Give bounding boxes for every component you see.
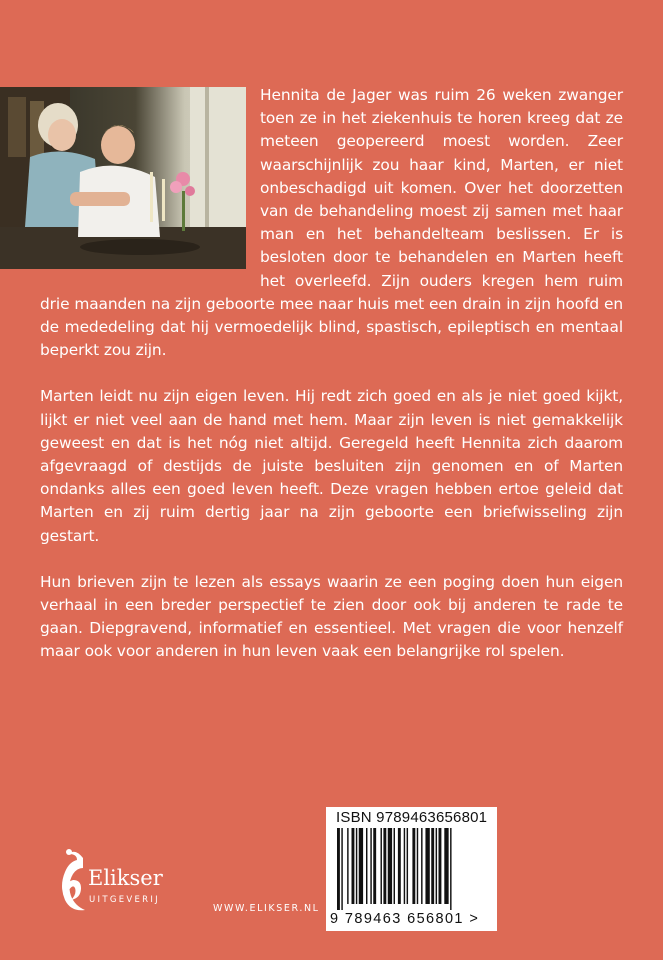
barcode-bar <box>412 828 415 904</box>
paragraph-1 <box>40 84 623 362</box>
barcode-bar <box>398 828 401 904</box>
barcode-bar <box>439 828 442 904</box>
barcode-bar <box>370 828 371 904</box>
barcode-bar <box>404 828 405 904</box>
barcode-bar <box>425 828 429 904</box>
publisher-logo <box>55 846 205 921</box>
barcode-bar <box>407 828 408 904</box>
barcode-digits: 9 789463 656801 > <box>330 911 480 927</box>
barcode-bar <box>356 828 357 904</box>
publisher-name: Elikser <box>88 866 163 890</box>
barcode-bars <box>335 828 490 910</box>
paragraph-2: Marten leidt nu zijn eigen leven. Hij redt zich goed en als je niet goed kijkt, lijkt er niet veel aan de hand met hem. Maar zijn leven is niet gemakkelijk geweest en dat is het nóg niet altijd. Geregeld heeft Hennita zich daarom afgevraagd of destijds de juiste besluiten zijn genomen en of Marten ondanks alles een goed leven heeft. Deze vragen hebben ertoe geleid dat Marten en zij ruim dertig jaar na zijn geboorte een briefwisseling zijn gestart. <box>40 387 623 545</box>
back-cover-text <box>40 84 623 687</box>
barcode-bar <box>373 828 376 904</box>
barcode-bar <box>450 828 451 910</box>
barcode-bar <box>388 828 392 904</box>
barcode-bar <box>394 828 395 904</box>
publisher-website: WWW.ELIKSER.NL <box>213 903 320 914</box>
barcode-bar <box>359 828 363 904</box>
barcode-bar <box>347 828 348 904</box>
barcode-bar <box>383 828 386 904</box>
barcode-bar <box>366 828 367 904</box>
barcode-bar <box>444 828 448 904</box>
isbn-barcode <box>326 807 497 931</box>
photo-spacer <box>40 84 260 292</box>
barcode-bar <box>341 828 342 910</box>
publisher-subtitle: UITGEVERIJ <box>89 895 160 905</box>
barcode-bar <box>417 828 418 904</box>
barcode-bar <box>421 828 422 904</box>
barcode-bar <box>337 828 340 910</box>
paragraph-3: Hun brieven zijn te lezen als essays waarin ze een poging doen hun eigen verhaal in een breder perspectief te zien door ook bij anderen te rade te gaan. Diepgravend, informatief en essentieel. Met vragen die voor henzelf maar ook voor anderen in hun leven vaak een belangrijke rol spelen. <box>40 572 623 661</box>
barcode-bar <box>381 828 382 904</box>
isbn-label: ISBN 9789463656801 <box>336 809 488 826</box>
paragraph-1-text: Hennita de Jager was ruim 26 weken zwanger toen ze in het ziekenhuis te horen kreeg dat ze meteen geopereerd moest worden. Zeer waarschijnlijk zou haar kind, Marten, er niet onbeschadigd uit komen. Over het doorzetten van de behandeling moest zij samen met haar man en het behandelteam beslissen. Er is besloten door te behandelen en Marten heeft het overleefd. Zijn ouders kregen hem ruim drie maanden na zijn geboorte mee naar huis met een drain in zijn hoofd en de mededeling dat hij vermoedelijk blind, spastisch, epileptisch en mentaal beperkt zou zijn. <box>40 86 623 360</box>
barcode-bar <box>352 828 355 904</box>
barcode-bar <box>436 828 437 904</box>
barcode-bar <box>431 828 434 904</box>
